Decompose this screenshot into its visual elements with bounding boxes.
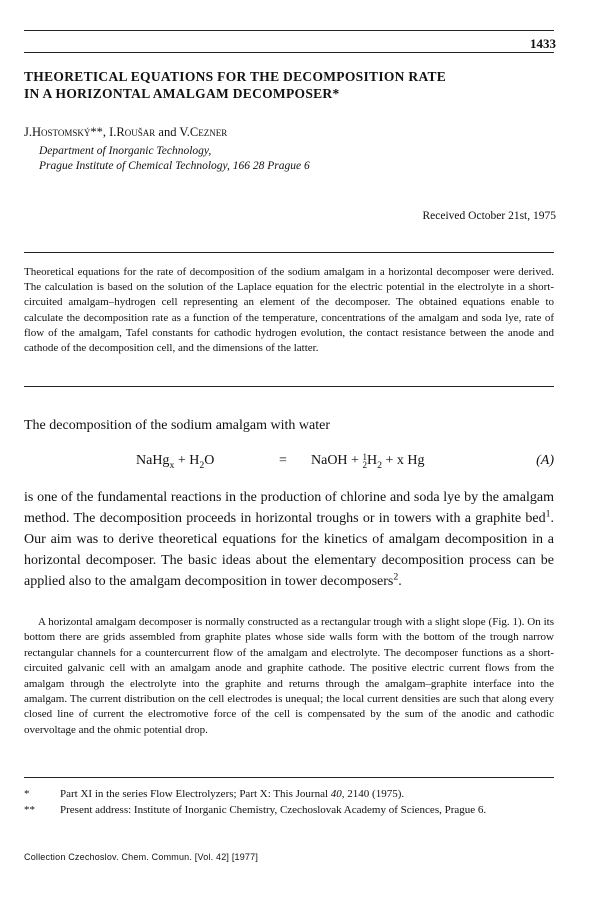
reaction-equation <box>24 453 554 475</box>
footnote-2 <box>24 803 554 817</box>
eq-rhs-c: + x Hg <box>381 453 425 469</box>
intro-sentence: The decomposition of the sodium amalgam with water <box>24 418 330 433</box>
equation-lhs <box>136 453 214 469</box>
eq-lhs-c: O <box>204 453 215 468</box>
eq-rhs-sub: 2 <box>377 460 382 472</box>
body1-part-a: is one of the fundamental reactions in the production of chlorine and soda lye by the amalgam method. The decomposition proceeds in horizontal troughs or in towers with a graphite bed <box>24 490 554 526</box>
title-line-1: THEORETICAL EQUATIONS FOR THE DECOMPOSITION RATE <box>24 69 447 84</box>
journal-footer: Collection Czechoslov. Chem. Commun. [Vol. 42] [1977] <box>24 852 259 862</box>
affiliation <box>39 144 310 174</box>
equation-label: (A) <box>536 453 554 468</box>
author-1-mark: **, <box>90 125 110 139</box>
body1-part-b: . Our aim was to derive theoretical equations for the kinetics of amalgam decomposition in a horizontal decomposer. The basic ideas about the elementary decomposition process can be applied also to the amalgam decomposition in tower decomposers <box>24 511 554 589</box>
eq-half-num: 1 <box>362 452 367 462</box>
author-list <box>24 125 227 140</box>
author-1-name: Hostomský <box>32 125 91 139</box>
author-1-initial: J. <box>24 125 32 139</box>
paper-title <box>24 68 564 102</box>
footnote-1-volume: 40, <box>330 788 345 800</box>
footnote-1-mark: * <box>24 788 30 800</box>
header-rule-bottom <box>24 52 554 53</box>
page-number: 1433 <box>530 36 556 51</box>
footnote-rule <box>24 777 554 778</box>
reference-1: 1 <box>545 508 551 520</box>
abstract-rule-bottom <box>24 386 554 387</box>
author-2-name: Roušar <box>116 125 156 139</box>
received-date: Received October 21st, 1975 <box>422 210 556 222</box>
footnote-1-text-b: 2140 (1975). <box>344 788 405 800</box>
body1-part-c: . <box>398 574 402 589</box>
eq-lhs-a: NaHg <box>136 453 170 468</box>
footnote-1-text-a: Part XI in the series Flow Electrolyzers; Part X: This Journal <box>60 788 331 800</box>
author-and: and <box>155 125 180 139</box>
affiliation-line-1: Department of Inorganic Technology, <box>39 145 212 157</box>
eq-rhs-a: NaOH + <box>311 453 363 469</box>
footnote-1 <box>24 787 554 801</box>
footnote-2-text: Present address: Institute of Inorganic Chemistry, Czechoslovak Academy of Sciences, Prague 6. <box>60 804 487 816</box>
abstract-rule-top <box>24 252 554 253</box>
eq-rhs-b: H <box>366 453 378 469</box>
eq-lhs-sub: x <box>169 459 175 471</box>
eq-half-den: 2 <box>362 460 367 470</box>
footnote-2-mark: ** <box>24 804 35 816</box>
author-3-initial: V. <box>179 125 190 139</box>
eq-lhs-sub2: 2 <box>199 459 205 471</box>
eq-lhs-b: + H <box>174 453 200 468</box>
author-2-initial: I. <box>109 125 117 139</box>
reference-2: 2 <box>393 571 399 583</box>
equation-rhs <box>311 452 425 472</box>
header-rule-top <box>24 30 554 31</box>
equation-equals: = <box>279 453 287 468</box>
body-paragraph-2: A horizontal amalgam decomposer is normally constructed as a rectangular trough with a slight slope (Fig. 1). On its bottom there are grids assembled from graphite plates whose side walls form with the bottom of the trough narrow rectangular channels for a countercurrent flow of the amalgam and electrolyte. The decomposer functions as a short-circuited galvanic cell with an amalgam anode and graphite cathode. The positive electric current flows from the amalgam through the electrolyte into the graphite and returns through the amalgam–graphite interface into the amalgam. The current distribution on the cell electrodes is unequal; the local current densities are such that along every closed line of current the electromotive force of the cell is compensated by the sum of the anodic and cathodic overvoltage and the ohmic potential drop. <box>24 616 554 736</box>
abstract: Theoretical equations for the rate of decomposition of the sodium amalgam in a horizontal decomposer were derived. The calculation is based on the solution of the Laplace equation for the electric potential in the electrolyte in a short-circuited amalgam–hydrogen cell representing an element of the decomposer. The obtained equations enable to calculate the decomposition rate as a function of the temperature, concentrations of the amalgam and soda lye, rate of flow of the amalgam, Tafel constants for cathodic hydrogen evolution, the contact resistance between the anode and cathode of the decomposition cell, and the dimensions of the latter. <box>24 266 554 355</box>
author-3-name: Cezner <box>189 125 228 139</box>
body-paragraph-1 <box>24 487 554 592</box>
affiliation-line-2: Prague Institute of Chemical Technology, 166 28 Prague 6 <box>39 160 310 172</box>
title-line-2: IN A HORIZONTAL AMALGAM DECOMPOSER* <box>24 86 340 101</box>
